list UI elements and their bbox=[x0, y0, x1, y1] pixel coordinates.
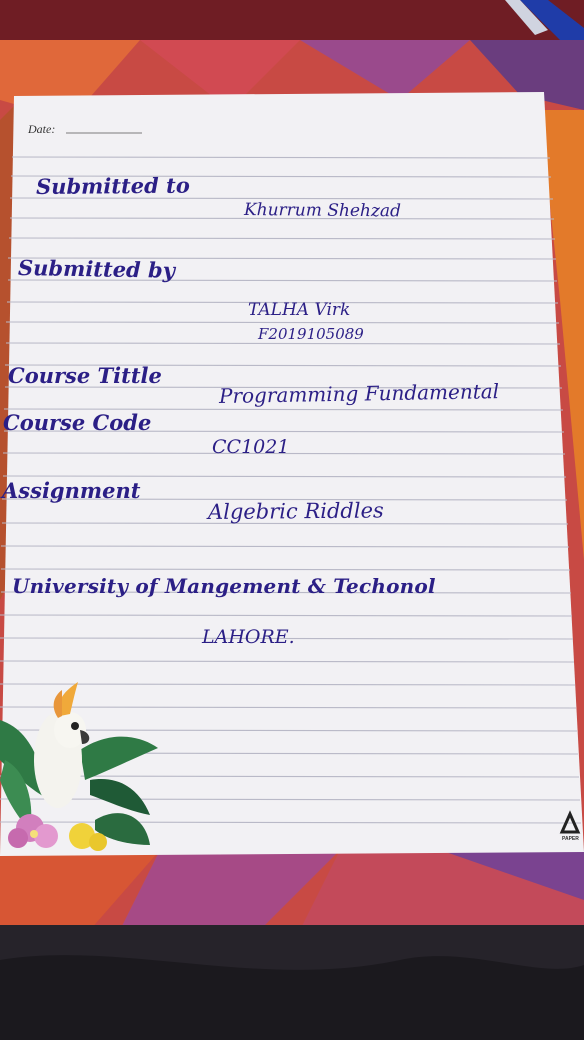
brand-mark: PAPER bbox=[562, 836, 579, 842]
university-line: University of Mangement & Techonol bbox=[12, 574, 436, 598]
course-code-label: Course Code bbox=[3, 410, 152, 435]
city-name: LAHORE. bbox=[202, 626, 295, 648]
submitted-by-label: Submitted by bbox=[17, 255, 176, 283]
student-id: F2019105089 bbox=[258, 325, 364, 343]
course-title-value: Programming Fundamental bbox=[218, 379, 500, 408]
assignment-label: Assignment bbox=[2, 478, 141, 503]
submitted-to-label: Submitted to bbox=[35, 172, 190, 199]
course-title-label: Course Tittle bbox=[8, 363, 162, 388]
student-name: TALHA Virk bbox=[248, 300, 351, 320]
course-code-value: CC1021 bbox=[212, 436, 290, 458]
date-label: Date: bbox=[28, 122, 56, 136]
assignment-value: Algebric Riddles bbox=[207, 498, 384, 524]
submitted-to-value: Khurrum Shehzad bbox=[243, 200, 401, 222]
